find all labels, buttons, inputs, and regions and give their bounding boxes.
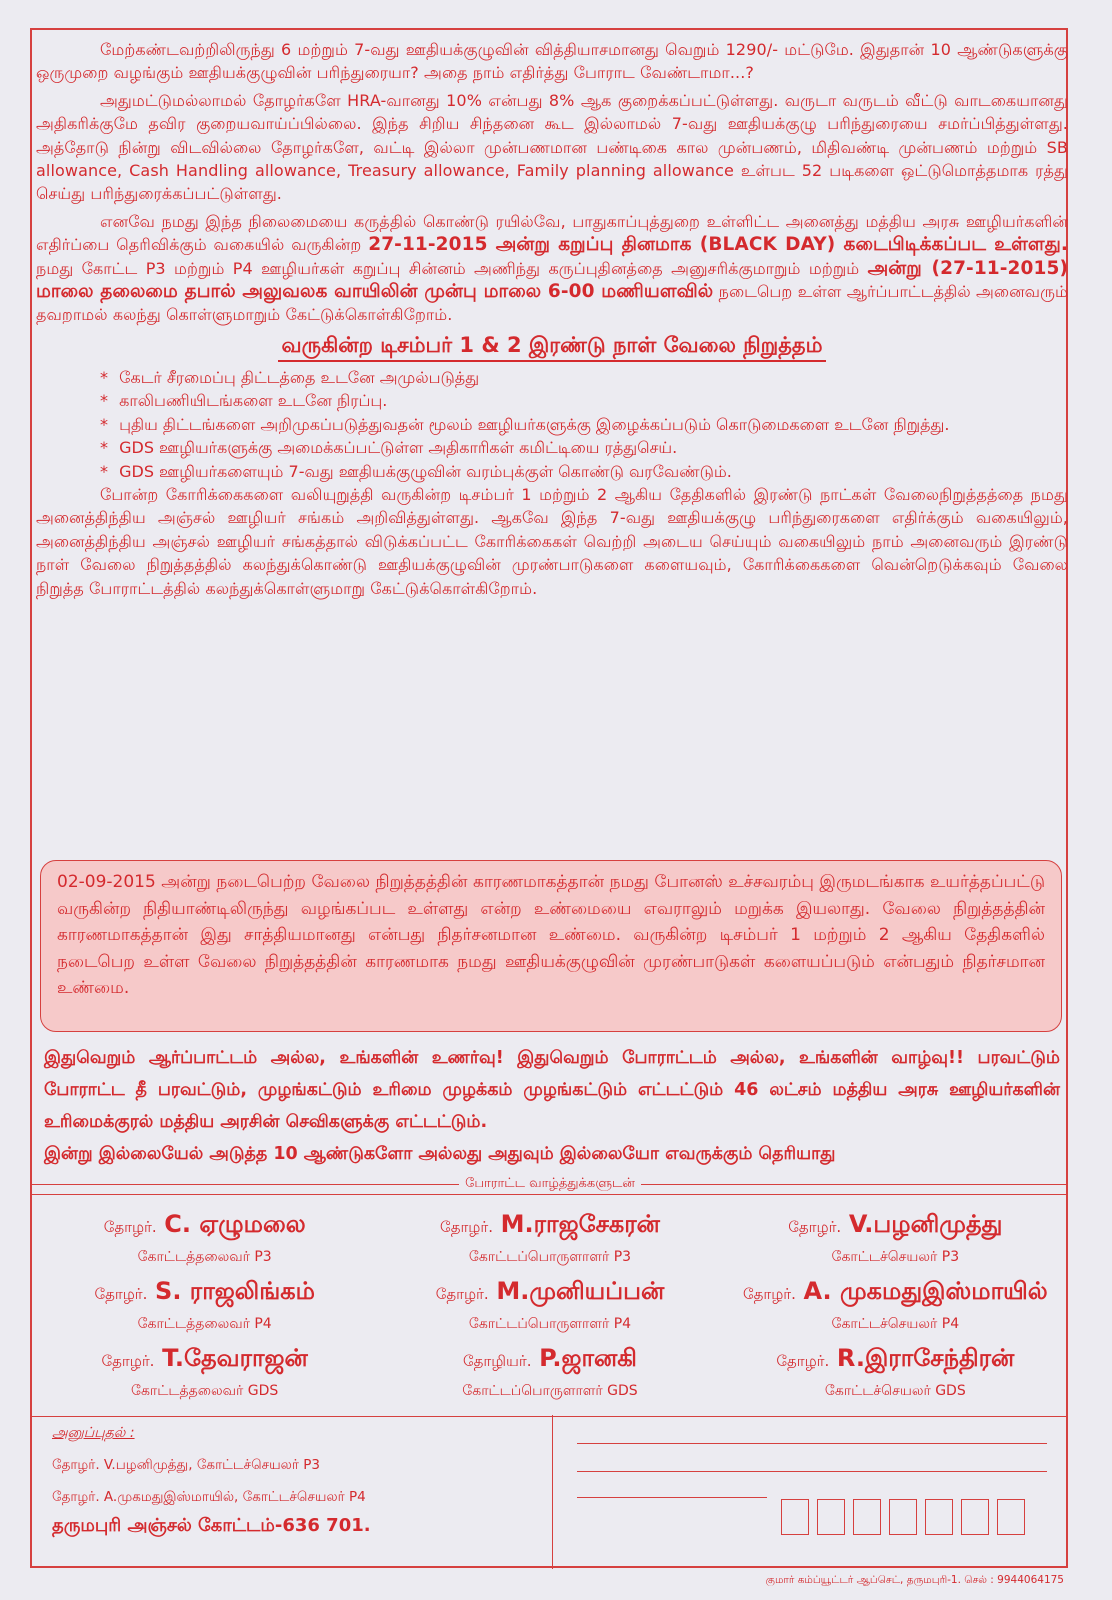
pincode-box — [997, 1499, 1025, 1535]
signatory-role: கோட்டப்பொருளாளர் GDS — [462, 1383, 638, 1399]
sender-line: தோழர். V.பழனிமுத்து, கோட்டச்செயலர் P3 — [52, 1457, 320, 1473]
strike-heading: வருகின்ற டிசம்பர் 1 & 2 இரண்டு நாள் வேலை நிறுத்தம் — [36, 333, 1068, 360]
demand-item: * GDS ஊழியர்களையும் 7-வது ஊதியக்குழுவின் வரம்புக்குள் கொண்டு வரவேண்டும். — [36, 460, 1068, 483]
signatory-name: T.தேவராஜன் — [162, 1344, 308, 1372]
signatory-name: M.முனியப்பன் — [496, 1277, 665, 1305]
signatory-role: கோட்டப்பொருளாளர் P3 — [468, 1249, 632, 1265]
bullet-mark: * — [100, 461, 108, 481]
slogan-text-1: இதுவெறும் ஆர்ப்பாட்டம் அல்ல, உங்களின் உணர்வு! இதுவெறும் போராட்டம் அல்ல, உங்களின் வாழ்வு!! — [44, 1048, 964, 1068]
signatory-role: கோட்டச்செயலர் GDS — [824, 1383, 966, 1399]
signatory-role: கோட்டச்செயலர் P3 — [831, 1249, 960, 1265]
address-line — [577, 1497, 767, 1498]
pincode-box — [961, 1499, 989, 1535]
pincode-box — [889, 1499, 917, 1535]
signatory: தோழியர். P.ஜானகி கோட்டப்பொருளாளர் GDS — [377, 1343, 722, 1402]
signatory: தோழர். C. ஏழுமலை கோட்டத்தலைவர் P3 — [32, 1209, 377, 1268]
signatory-name: S. ராஜலிங்கம் — [155, 1277, 315, 1305]
demand-item: * புதிய திட்டங்களை அறிமுகப்படுத்துவதன் மூலம் ஊழியர்களுக்கு இழைக்கப்படும் கொடுமைகளை உடனே நிறுத்து. — [36, 413, 1068, 436]
greeting-divider — [32, 1176, 1068, 1192]
slogan-text-2: பரவட்டும் போராட்ட தீ பரவட்டும், முழங்கட்டும் உரிமை முழக்கம் முழங்கட்டும் எட்டட்டும் 46 லட்சம் மத்திய அரசு ஊழியர்களின் உரிமைக்குரல் மத்திய அரசின் செவிகளுக்கு எட்டட்டும். — [44, 1048, 1060, 1132]
signatory: தோழர். V.பழனிமுத்து கோட்டச்செயலர் P3 — [723, 1209, 1068, 1268]
sender-label: அனுப்புதல் : — [52, 1425, 135, 1441]
demands-list — [36, 366, 1068, 483]
address-line — [577, 1471, 1047, 1472]
sender-office: தருமபுரி அஞ்சல் கோட்டம்-636 701. — [52, 1515, 371, 1536]
black-day-intro: எனவே நமது இந்த நிலைமையை கருத்தில் கொண்டு ரயில்வே, பாதுகாப்புத்துறை உள்ளிட்ட அனைத்து மத்திய அரசு ஊழியர்களின் எதிர்ப்பை தெரிவிக்கும் வகையில் வருகின்ற — [36, 211, 1068, 255]
signatory-name: A. முகமதுஇஸ்மாயில் — [803, 1277, 1048, 1305]
signatory: தோழர். M.முனியப்பன் கோட்டப்பொருளாளர் P4 — [377, 1276, 722, 1335]
bullet-mark: * — [100, 414, 108, 434]
black-day-date: 27-11-2015 அன்று கறுப்பு தினமாக (BLACK DAY) கடைபிடிக்கப்பட உள்ளது. — [368, 234, 1068, 256]
pincode-box — [781, 1499, 809, 1535]
black-day-request: நடைபெற உள்ள ஆர்ப்பாட்டத்தில் அனைவரும் தவறாமல் கலந்து கொள்ளுமாறும் கேட்டுக்கொள்கிறோம். — [36, 282, 1068, 325]
paragraph-pay-difference: மேற்கண்டவற்றிலிருந்து 6 மற்றும் 7-வது ஊதியக்குழுவின் வித்தியாசமானது வெறும் 1290/- மட்டுமே. இதுதான் 10 ஆண்டுகளுக்கு ஒருமுறை வழங்கும் ஊதியக்குழுவின் பரிந்துரையா? அதை நாம் எதிர்த்து போராட வேண்டாமா...? — [36, 40, 1068, 83]
demand-item: * காலிபணியிடங்களை உடனே நிரப்பு. — [36, 389, 1068, 412]
sender-line: தோழர். A.முகமதுஇஸ்மாயில், கோட்டச்செயலர் P4 — [52, 1489, 366, 1505]
signatory-name: C. ஏழுமலை — [164, 1210, 306, 1238]
signatories-section — [32, 1194, 1068, 1415]
black-day-instruction: நமது கோட்ட P3 மற்றும் P4 ஊழியர்கள் கறுப்பு சின்னம் அணிந்து கருப்புதினத்தை அனுசரிக்குமாறும் மற்றும் — [36, 258, 860, 278]
divider-line — [32, 1184, 459, 1185]
bullet-mark: * — [100, 391, 108, 411]
signatory-role: கோட்டச்செயலர் P4 — [831, 1316, 960, 1332]
pincode-box — [853, 1499, 881, 1535]
address-line — [577, 1443, 1047, 1444]
slogan-block — [44, 1042, 1060, 1170]
signatory: தோழர். M.ராஜசேகரன் கோட்டப்பொருளாளர் P3 — [377, 1209, 722, 1268]
pincode-boxes — [781, 1499, 1025, 1535]
bullet-mark: * — [100, 438, 108, 458]
signatories-grid — [32, 1209, 1068, 1402]
paragraph-black-day — [36, 210, 1068, 327]
printer-credit: குமார் கம்ப்யூட்டர் ஆப்செட், தருமபுரி-1. செல் : 9944064175 — [765, 1574, 1064, 1586]
greeting-text: போராட்ட வாழ்த்துக்களுடன் — [465, 1176, 635, 1191]
paragraph-strike-call: போன்ற கோரிக்கைகளை வலியுறுத்தி வருகின்ற டிசம்பர் 1 மற்றும் 2 ஆகிய தேதிகளில் இரண்டு நாட்கள் வேலைநிறுத்தத்தை நமது அனைத்திந்திய அஞ்சல் ஊழியர் சங்கம் அறிவித்துள்ளது. ஆகவே இந்த 7-வது ஊதியக்குழு பரிந்துரைகளை எதிர்க்கும் வகையிலும், அனைத்திந்திய அஞ்சல் ஊழியர் சங்கத்தால் விடுக்கப்பட்ட கோரிக்கைகள் வெற்றி அடைய செய்யும் வகையிலும் நாம் அனைவரும் இரண்டு நாள் வேலை நிறுத்தத்தில் கலந்துக்கொண்டு ஊதியக்குழுவின் முரண்பாடுகளை களையவும், கோரிக்கைகளை வென்றெடுக்கவும் வேலை நிறுத்த போராட்டத்தில் கலந்துக்கொள்ளுமாறு கேட்டுக்கொள்கிறோம். — [36, 484, 1068, 598]
pincode-box — [817, 1499, 845, 1535]
signatory-name: M.ராஜசேகரன் — [500, 1210, 660, 1238]
demand-item: * கேடர் சீரமைப்பு திட்டத்தை உடனே அமுல்படுத்து — [36, 366, 1068, 389]
demand-item: * GDS ஊழியர்களுக்கு அமைக்கப்பட்டுள்ள அதிகாரிகள் கமிட்டியை ரத்துசெய். — [36, 436, 1068, 459]
signatory-name: R.இராசேந்திரன் — [836, 1344, 1015, 1372]
paragraph-hra: அதுமட்டுமல்லாமல் தோழர்களே HRA-வானது 10% என்பது 8% ஆக குறைக்கப்பட்டுள்ளது. வருடா வருடம் வீட்டு வாடகையானது அதிகரிக்குமே தவிர குறையவாய்ப்பில்லை. இந்த சிறிய சிந்தனை கூட இல்லாமல் 7-வது ஊதியக்குழு பரிந்துரையை சமர்ப்பித்துள்ளது. அத்தோடு நின்று விடவில்லை தோழர்களே, வட்டி இல்லா முன்பணமான பண்டிகை கால முன்பணம், மிதிவண்டி முன்பணம் மற்றும் SB allowance, Cash Handling allowance, Treasury allowance, Family planning allowance உள்பட 52 படிகளை ஒட்டுமொத்தமாக ரத்து செய்து பரிந்துரைக்கப்பட்டுள்ளது. — [36, 90, 1068, 204]
mailing-footer — [32, 1416, 1068, 1569]
signatory-name: P.ஜானகி — [539, 1344, 637, 1372]
signatory-name: V.பழனிமுத்து — [848, 1210, 1003, 1238]
signatory: தோழர். R.இராசேந்திரன் கோட்டச்செயலர் GDS — [723, 1343, 1068, 1402]
signatory: தோழர். T.தேவராஜன் கோட்டத்தலைவர் GDS — [32, 1343, 377, 1402]
bonus-callout-box: 02-09-2015 அன்று நடைபெற்ற வேலை நிறுத்தத்தின் காரணமாகத்தான் நமது போனஸ் உச்சவரம்பு இருமடங்காக உயர்த்தப்பட்டு வருகின்ற நிதியாண்டிலிருந்து வழங்கப்பட உள்ளது என்ற உண்மையை எவராலும் மறுக்க இயலாது. வேலை நிறுத்தத்தின் காரணமாகத்தான் இது சாத்தியமானது என்பது நிதர்சனமான உண்மை. வருகின்ற டிசம்பர் 1 மற்றும் 2 ஆகிய தேதிகளில் நடைபெற உள்ள வேலை நிறுத்தத்தின் காரணமாக நமது ஊதியக்குழுவின் முரண்பாடுகள் களையப்படும் என்பதும் நிதர்சமான உண்மை. — [40, 860, 1062, 1032]
pincode-box — [925, 1499, 953, 1535]
signatory-role: கோட்டத்தலைவர் P3 — [137, 1249, 272, 1265]
main-text — [36, 38, 1068, 600]
signatory: தோழர். S. ராஜலிங்கம் கோட்டத்தலைவர் P4 — [32, 1276, 377, 1335]
signatory-role: கோட்டத்தலைவர் P4 — [137, 1316, 272, 1332]
slogan-final-line: இன்று இல்லையேல் அடுத்த 10 ஆண்டுகளோ அல்லது அதுவும் இல்லையோ எவருக்கும் தெரியாது — [44, 1144, 836, 1164]
sender-block — [52, 1425, 532, 1538]
signatory: தோழர். A. முகமதுஇஸ்மாயில் கோட்டச்செயலர் P4 — [723, 1276, 1068, 1335]
divider-line — [641, 1184, 1068, 1185]
address-box — [552, 1415, 1066, 1569]
bullet-mark: * — [100, 367, 108, 387]
black-day-venue: அன்று (27-11-2015) மாலை தலைமை தபால் அலுவலக வாயிலின் முன்பு மாலை 6-00 மணியளவில் — [36, 257, 1068, 303]
signatory-role: கோட்டப்பொருளாளர் P4 — [468, 1316, 632, 1332]
signatory-role: கோட்டத்தலைவர் GDS — [131, 1383, 279, 1399]
